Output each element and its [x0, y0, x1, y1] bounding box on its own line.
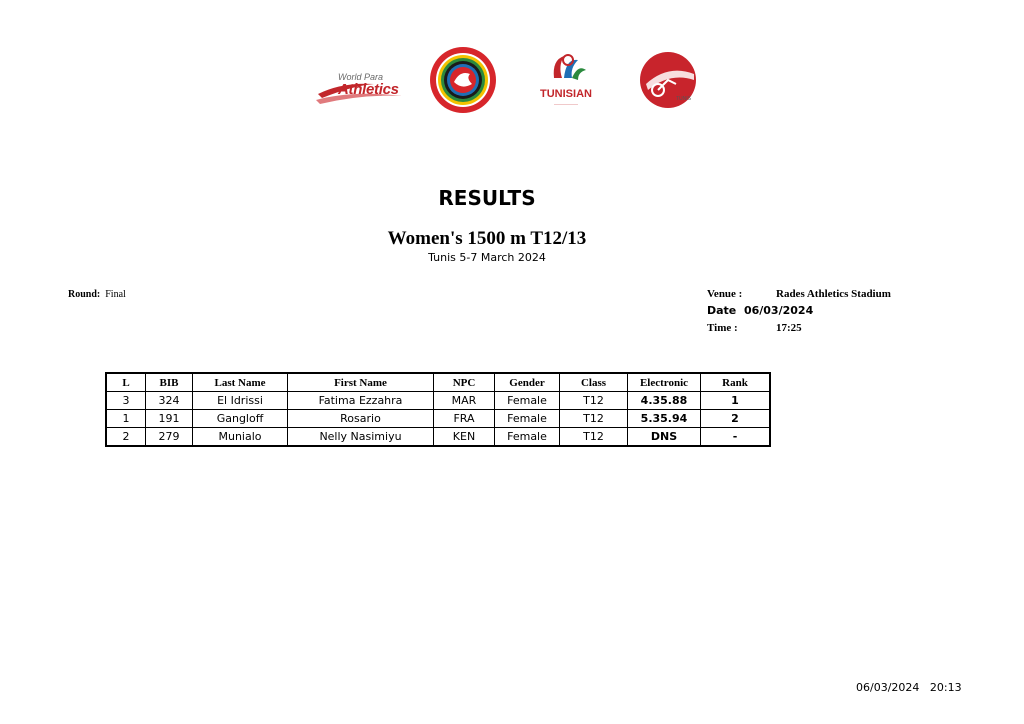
time-value: 17:25: [776, 322, 802, 334]
cell-class: T12: [560, 392, 628, 410]
cell-electronic: 5.35.94: [628, 410, 701, 428]
cell-last-name: Gangloff: [193, 410, 288, 428]
cell-bib: 191: [146, 410, 193, 428]
cell-lane: 1: [106, 410, 146, 428]
col-gender: Gender: [495, 373, 560, 392]
tunisian-olympic-committee-logo: [428, 46, 498, 114]
round-value: Final: [105, 289, 126, 300]
agitos-icon: [530, 48, 602, 88]
tpc-logo-subtitle: ――――――: [554, 101, 578, 106]
event-place-dates: Tunis 5-7 March 2024: [428, 251, 546, 264]
date-label: Date: [707, 304, 737, 317]
cell-rank: 2: [701, 410, 771, 428]
tunis-logo-sub: TUNIS: [676, 96, 691, 102]
cell-gender: Female: [495, 428, 560, 447]
col-class: Class: [560, 373, 628, 392]
round-info: [68, 289, 126, 300]
event-name: Women's 1500 m T12/13: [387, 228, 587, 249]
col-last-name: Last Name: [193, 373, 288, 392]
cell-bib: 279: [146, 428, 193, 447]
date-value: 06/03/2024: [743, 304, 814, 317]
date-info: [707, 304, 813, 317]
tpc-logo-name: TUNISIAN: [540, 88, 592, 100]
round-label: Round:: [68, 289, 101, 300]
cell-lane: 2: [106, 428, 146, 447]
cell-bib: 324: [146, 392, 193, 410]
table-row: [106, 392, 770, 410]
cell-gender: Female: [495, 392, 560, 410]
cell-lane: 3: [106, 392, 146, 410]
cell-first-name: Fatima Ezzahra: [288, 392, 434, 410]
table-row: [106, 410, 770, 428]
venue-value: Rades Athletics Stadium: [776, 288, 891, 300]
time-label: Time :: [707, 322, 738, 334]
col-electronic: Electronic: [628, 373, 701, 392]
cell-electronic: DNS: [628, 428, 701, 447]
tunisian-paralympic-committee-logo: [530, 48, 602, 114]
wpa-logo-line2: Athletics: [338, 81, 399, 98]
cell-first-name: Rosario: [288, 410, 434, 428]
col-lane: L: [106, 373, 146, 392]
printed-timestamp: 06/03/2024 20:13: [856, 681, 962, 694]
cell-npc: FRA: [434, 410, 495, 428]
venue-label: Venue :: [707, 288, 743, 300]
col-first-name: First Name: [288, 373, 434, 392]
table-header-row: [106, 373, 770, 392]
cell-class: T12: [560, 428, 628, 447]
cell-npc: MAR: [434, 392, 495, 410]
col-npc: NPC: [434, 373, 495, 392]
page-title: RESULTS: [438, 186, 536, 210]
col-bib: BIB: [146, 373, 193, 392]
table-row: [106, 428, 770, 447]
cell-last-name: El Idrissi: [193, 392, 288, 410]
grand-prix-emblem-icon: [636, 50, 706, 110]
wpa-logo-line1: World Para: [338, 72, 384, 82]
cell-rank: -: [701, 428, 771, 447]
cell-class: T12: [560, 410, 628, 428]
world-para-athletics-logo: [312, 54, 412, 110]
results-table: [105, 372, 771, 447]
tunis-grand-prix-logo: [636, 50, 706, 110]
col-rank: Rank: [701, 373, 771, 392]
cell-electronic: 4.35.88: [628, 392, 701, 410]
cell-last-name: Munialo: [193, 428, 288, 447]
cell-rank: 1: [701, 392, 771, 410]
cell-npc: KEN: [434, 428, 495, 447]
cell-first-name: Nelly Nasimiyu: [288, 428, 434, 447]
olympic-committee-emblem-icon: [428, 46, 498, 114]
cell-gender: Female: [495, 410, 560, 428]
